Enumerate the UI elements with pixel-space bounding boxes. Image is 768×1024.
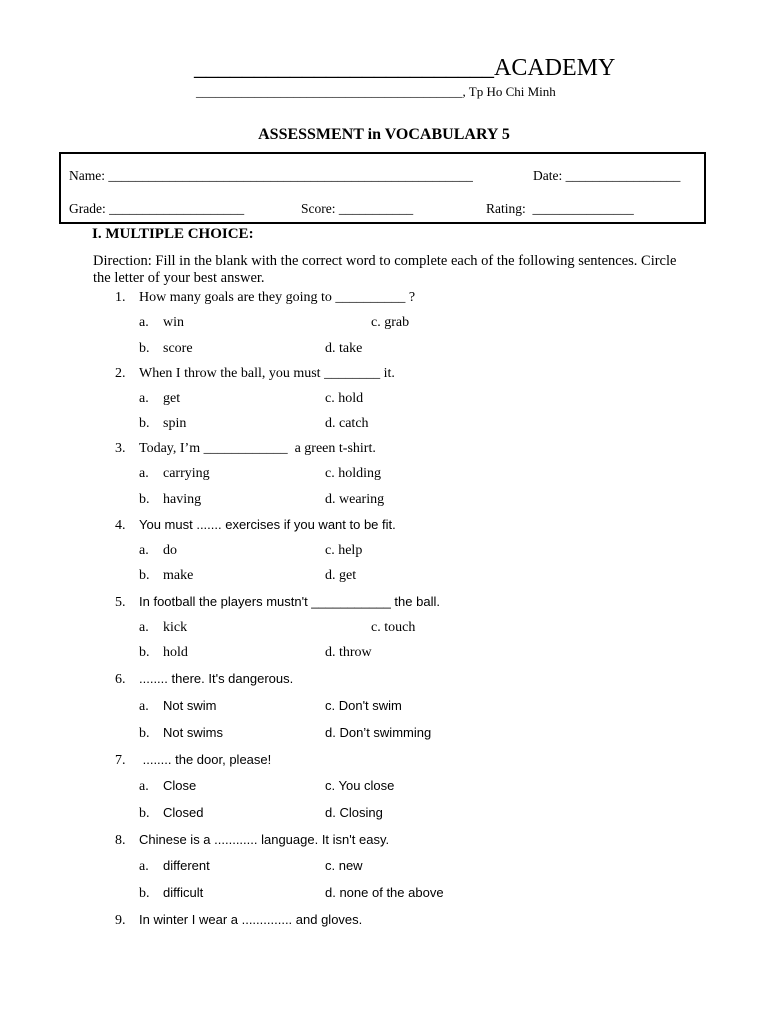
question-text: Chinese is a ............ language. It isn't easy. (139, 832, 390, 847)
question-9 (115, 912, 362, 929)
question-number: 1. (115, 290, 126, 305)
option-d[interactable]: d. throw (325, 645, 372, 660)
question-number: 8. (115, 833, 126, 848)
option-b[interactable]: b. Not swims (139, 725, 223, 741)
direction-text: Direction: Fill in the blank with the correct word to complete each of the following sentences. Circle the letter of your best answer. (93, 253, 677, 286)
question-number: 4. (115, 518, 126, 533)
option-c[interactable]: c. grab (371, 315, 410, 330)
option-b[interactable]: b. having (139, 492, 202, 507)
question-1 (115, 290, 415, 306)
option-c[interactable]: c. new (325, 858, 363, 873)
score-field[interactable]: Score: ___________ (301, 201, 414, 216)
option-b[interactable]: b. score (139, 341, 193, 356)
option-c[interactable]: c. holding (325, 466, 381, 481)
option-c[interactable]: c. hold (325, 391, 364, 406)
question-3 (115, 441, 376, 457)
question-6 (115, 671, 293, 688)
question-text: ........ the door, please! (139, 752, 272, 767)
option-c[interactable]: c. You close (325, 778, 395, 793)
option-b[interactable]: b. difficult (139, 885, 204, 901)
option-d[interactable]: d. Don’t swimming (325, 725, 432, 740)
date-field[interactable]: Date: _________________ (533, 168, 681, 183)
option-b[interactable]: b. hold (139, 645, 188, 660)
option-d[interactable]: d. take (325, 341, 363, 356)
question-number: 3. (115, 441, 126, 456)
question-text: In football the players mustn't ___________ the ball. (139, 594, 440, 609)
option-a[interactable]: a. do (139, 543, 177, 558)
option-a[interactable]: a. win (139, 315, 184, 330)
option-d[interactable]: d. get (325, 568, 357, 583)
grade-field[interactable]: Grade: ____________________ (69, 201, 245, 216)
option-c[interactable]: c. Don't swim (325, 698, 402, 713)
option-c[interactable]: c. touch (371, 620, 416, 635)
question-text: You must ....... exercises if you want to be fit. (139, 517, 396, 532)
question-7 (115, 752, 271, 769)
option-b[interactable]: b. make (139, 568, 194, 583)
option-d[interactable]: d. wearing (325, 492, 385, 507)
option-d[interactable]: d. none of the above (325, 885, 444, 900)
option-b[interactable]: b. spin (139, 416, 187, 431)
option-a[interactable]: a. get (139, 391, 181, 406)
option-c[interactable]: c. help (325, 543, 363, 558)
question-text: Today, I’m ____________ a green t-shirt. (139, 441, 376, 456)
question-text: ........ there. It's dangerous. (139, 671, 294, 686)
question-number: 7. (115, 753, 126, 768)
question-4 (115, 517, 396, 534)
option-a[interactable]: a. Close (139, 778, 197, 794)
question-text: In winter I wear a .............. and gloves. (139, 912, 363, 927)
question-number: 5. (115, 595, 126, 610)
section-heading: I. MULTIPLE CHOICE: (92, 226, 254, 242)
rating-field[interactable]: Rating: _______________ (486, 201, 634, 216)
question-2 (115, 366, 395, 382)
name-field[interactable]: Name: ______________________________________________________ (69, 168, 473, 183)
option-d[interactable]: d. catch (325, 416, 369, 431)
question-number: 2. (115, 366, 126, 381)
student-info-box (59, 152, 706, 224)
question-text: How many goals are they going to __________ ? (139, 290, 416, 305)
option-a[interactable]: a. kick (139, 620, 188, 635)
question-number: 9. (115, 913, 126, 928)
option-d[interactable]: d. Closing (325, 805, 383, 820)
question-number: 6. (115, 672, 126, 687)
option-a[interactable]: a. carrying (139, 466, 210, 481)
option-a[interactable]: a. Not swim (139, 698, 217, 714)
option-b[interactable]: b. Closed (139, 805, 204, 821)
question-5 (115, 594, 440, 611)
question-8 (115, 832, 389, 849)
question-text: When I throw the ball, you must ________ it. (139, 366, 395, 381)
school-name-line: _________________________ACADEMY (194, 55, 616, 81)
page-title: ASSESSMENT in VOCABULARY 5 (258, 126, 510, 143)
option-a[interactable]: a. different (139, 858, 210, 874)
city-line: _________________________________________, Tp Ho Chi Minh (196, 84, 556, 99)
